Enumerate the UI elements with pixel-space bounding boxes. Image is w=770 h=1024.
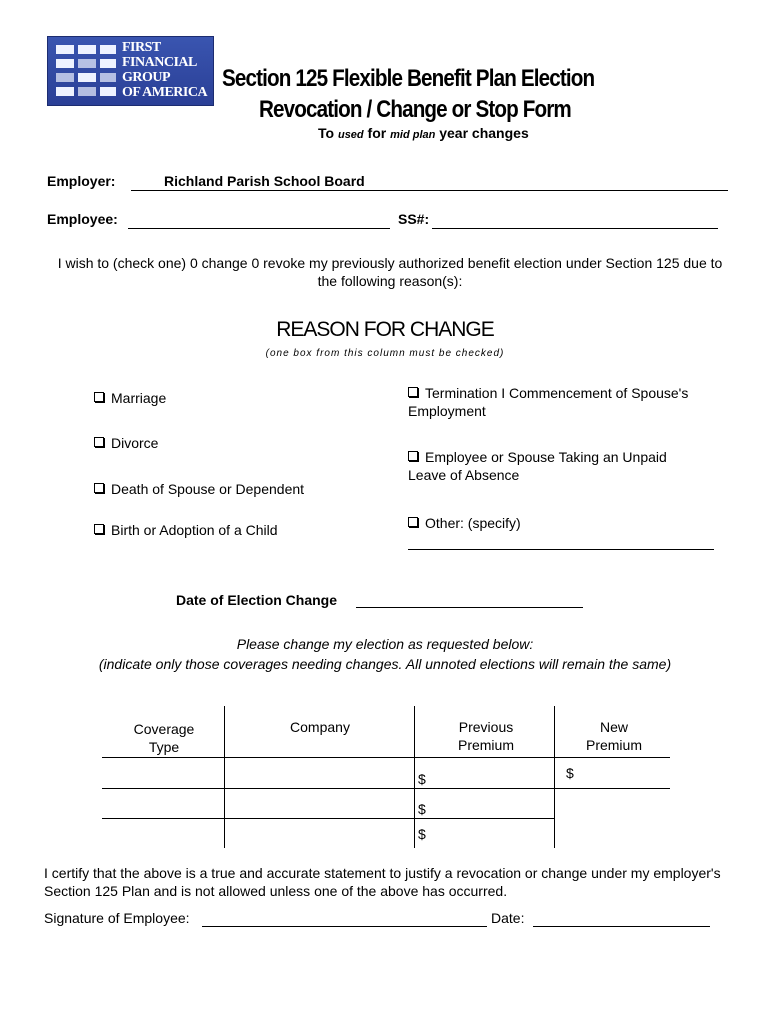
ss-label: SS#:	[398, 211, 430, 227]
reason-option-label: Divorce	[111, 435, 159, 451]
table-header-company: Company	[290, 719, 350, 735]
date-of-change-label: Date of Election Change	[176, 592, 338, 608]
checkbox[interactable]	[408, 451, 418, 461]
certification-text: I certify that the above is a true and accurate statement to justify a revocation or change under my employer's Section 125 Plan and is not allowed unless one of the above has occurred.	[44, 865, 721, 899]
employer-value: Richland Parish School Board	[164, 173, 365, 189]
election-instructions-line2: (indicate only those coverages needing changes. All unnoted elections will remain the same)	[98, 656, 672, 672]
logo-line: FINANCIAL	[122, 55, 197, 70]
reason-option-spouse-employment[interactable]	[408, 384, 728, 420]
reason-option-death[interactable]	[94, 480, 304, 498]
checkbox[interactable]	[408, 387, 418, 397]
logo-square	[56, 73, 74, 82]
logo-line: FIRST	[122, 40, 161, 55]
company-logo	[47, 36, 214, 106]
subtitle-to: To	[318, 125, 335, 141]
logo-square	[100, 45, 116, 54]
coverage-table	[102, 706, 670, 848]
table-divider	[102, 788, 670, 789]
signature-field[interactable]	[202, 926, 487, 927]
subtitle-mid-plan: mid plan	[390, 129, 436, 141]
date-of-change-field[interactable]	[356, 607, 583, 608]
logo-square	[78, 73, 96, 82]
intro-text: I wish to (check one) 0 change 0 revoke my previously authorized benefit election under Section 125 due to the following reason(s):	[57, 255, 723, 289]
reason-option-label: Termination I Commencement of Spouse's Employment	[408, 385, 689, 419]
form-subtitle	[318, 125, 529, 141]
subtitle-for: for	[367, 125, 387, 141]
table-divider	[102, 757, 670, 758]
reason-option-label: Marriage	[111, 390, 167, 406]
reason-heading: REASON FOR CHANGE	[276, 318, 494, 341]
checkbox[interactable]	[94, 392, 104, 402]
previous-premium-cell[interactable]: $	[418, 771, 426, 787]
previous-premium-cell[interactable]: $	[418, 826, 426, 842]
reason-option-label: Other: (specify)	[425, 515, 521, 531]
signature-date-label: Date:	[491, 910, 525, 926]
election-instructions-line1: Please change my election as requested below:	[236, 636, 534, 652]
reason-option-other[interactable]	[408, 514, 521, 532]
table-header-coverage-type: Coverage Type	[133, 721, 195, 755]
reason-option-divorce[interactable]	[94, 434, 158, 452]
new-premium-cell[interactable]: $	[566, 765, 574, 781]
table-header-previous-premium: Previous Premium	[457, 719, 514, 753]
election-instructions	[0, 634, 770, 674]
reason-option-marriage[interactable]	[94, 389, 166, 407]
subtitle-used: used	[337, 129, 364, 141]
checkbox[interactable]	[408, 517, 418, 527]
subtitle-rest: year changes	[439, 125, 529, 141]
checkbox[interactable]	[94, 524, 104, 534]
logo-square	[100, 87, 116, 96]
employee-label: Employee:	[47, 211, 118, 227]
logo-square	[56, 59, 74, 68]
reason-option-birth-adoption[interactable]	[94, 521, 278, 539]
table-header-new-premium: New Premium	[585, 719, 642, 753]
reason-option-label: Death of Spouse or Dependent	[111, 481, 305, 497]
logo-wordmark	[122, 40, 212, 100]
logo-square	[56, 87, 74, 96]
reason-note: (one box from this column must be checked)	[265, 348, 505, 359]
logo-square	[100, 59, 116, 68]
signature-label: Signature of Employee:	[44, 910, 190, 926]
reason-option-unpaid-leave[interactable]	[408, 448, 708, 484]
checkbox[interactable]	[94, 437, 104, 447]
form-title-line2: Revocation / Change or Stop Form	[259, 96, 571, 123]
logo-square	[78, 87, 96, 96]
checkbox[interactable]	[94, 483, 104, 493]
table-divider	[554, 706, 555, 848]
table-divider	[102, 818, 554, 819]
employer-field[interactable]	[131, 190, 728, 191]
logo-square	[100, 73, 116, 82]
employer-label: Employer:	[47, 173, 116, 189]
logo-square	[56, 45, 74, 54]
signature-date-field[interactable]	[533, 926, 710, 927]
table-divider	[224, 706, 225, 848]
previous-premium-cell[interactable]: $	[418, 801, 426, 817]
logo-line: GROUP	[122, 70, 171, 85]
reason-option-label: Employee or Spouse Taking an Unpaid Leave of Absence	[408, 449, 667, 483]
other-specify-field[interactable]	[408, 549, 714, 550]
logo-square	[78, 45, 96, 54]
logo-square	[78, 59, 96, 68]
reason-option-label: Birth or Adoption of a Child	[111, 522, 278, 538]
table-divider	[414, 706, 415, 848]
ss-field[interactable]	[432, 228, 718, 229]
form-title: Section 125 Flexible Benefit Plan Election	[222, 65, 595, 92]
logo-line: OF AMERICA	[122, 85, 208, 100]
employee-field[interactable]	[128, 228, 390, 229]
